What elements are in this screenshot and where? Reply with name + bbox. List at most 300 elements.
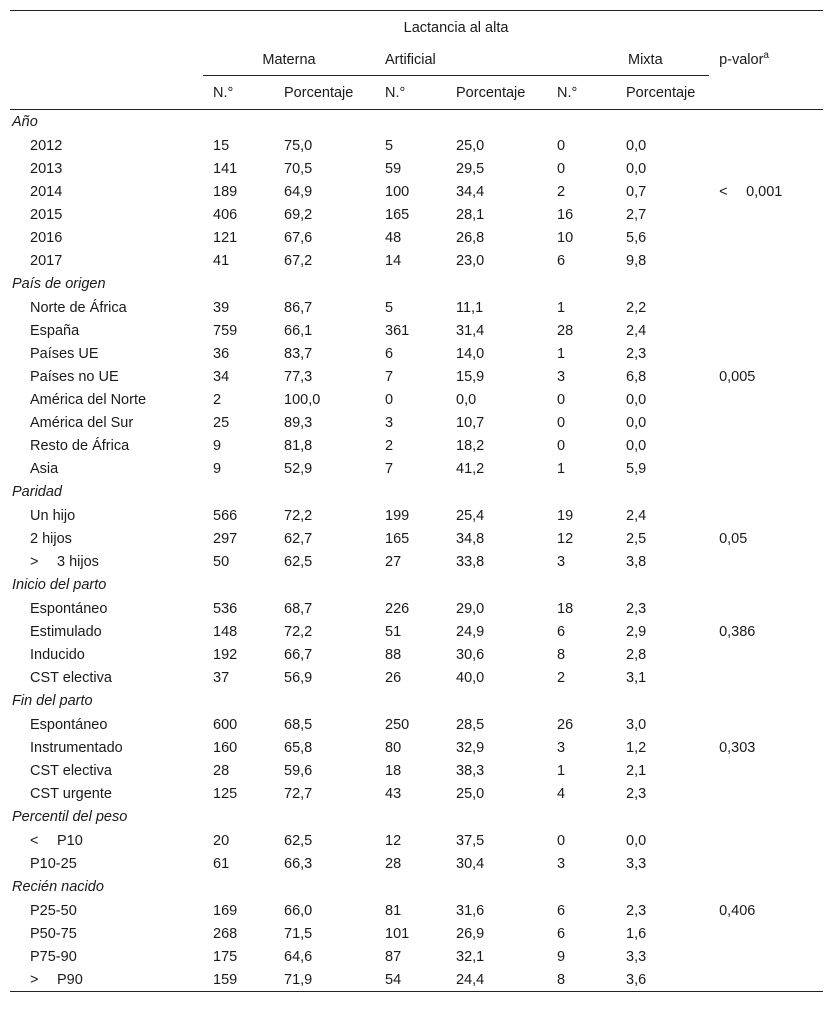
pvalue-label: p-valor	[719, 52, 764, 68]
row-label: CST urgente	[30, 785, 112, 802]
cell-pvalue	[709, 666, 823, 689]
cell-pvalue	[709, 411, 823, 434]
row-label: Un hijo	[30, 507, 76, 524]
cell-mixta-n: 19	[557, 507, 574, 524]
cell-mixta-n: 1	[557, 762, 566, 779]
table-row	[10, 134, 823, 157]
cell-artificial-pct: 23,0	[456, 252, 485, 269]
cell-mixta-n: 2	[557, 183, 566, 200]
cell-artificial-n: 6	[385, 345, 394, 362]
subheader-pct: Porcentaje	[609, 76, 709, 110]
table-row	[10, 922, 823, 945]
table-header	[10, 11, 823, 110]
cell-mixta-pct: 0,0	[626, 137, 647, 154]
row-label: Países UE	[30, 345, 99, 362]
cell-materna-n: 9	[213, 460, 222, 477]
cell-artificial-pct: 25,0	[456, 785, 485, 802]
cell-materna-n: 9	[213, 437, 222, 454]
cell-materna-n: 61	[213, 855, 230, 872]
cell-materna-pct: 72,2	[284, 623, 313, 640]
table-container	[10, 10, 823, 992]
cell-materna-n: 37	[213, 669, 230, 686]
cell-mixta-pct: 2,3	[626, 785, 647, 802]
cell-materna-n: 20	[213, 832, 230, 849]
table-row	[10, 504, 823, 527]
cell-mixta-n: 1	[557, 299, 566, 316]
cell-mixta-n: 0	[557, 160, 566, 177]
cell-pvalue	[709, 157, 823, 180]
pvalue-footnote-mark: a	[763, 50, 769, 62]
column-header-artificial	[375, 44, 547, 76]
cell-mixta-n: 1	[557, 345, 566, 362]
row-label: Espontáneo	[30, 600, 108, 617]
header-corner	[10, 44, 203, 76]
cell-artificial-n: 81	[385, 902, 402, 919]
cell-materna-n: 148	[213, 623, 238, 640]
lactancia-table	[10, 10, 823, 992]
cell-artificial-pct: 34,8	[456, 530, 485, 547]
section-row	[10, 272, 823, 296]
cell-pvalue: < 0,001	[719, 183, 783, 200]
table-row	[10, 643, 823, 666]
table-row	[10, 226, 823, 249]
row-label: 2012	[30, 137, 63, 154]
section-row	[10, 480, 823, 504]
header-spacer	[709, 11, 823, 45]
cell-pvalue	[709, 945, 823, 968]
cell-artificial-pct: 31,6	[456, 902, 485, 919]
cell-materna-n: 566	[213, 507, 238, 524]
cell-pvalue	[709, 134, 823, 157]
table-row	[10, 713, 823, 736]
cell-artificial-pct: 24,9	[456, 623, 485, 640]
cell-mixta-pct: 0,0	[626, 414, 647, 431]
cell-materna-pct: 66,0	[284, 902, 313, 919]
cell-mixta-pct: 2,5	[626, 530, 647, 547]
cell-mixta-pct: 3,6	[609, 968, 709, 992]
cell-materna-n: 297	[213, 530, 238, 547]
cell-mixta-pct: 5,9	[626, 460, 647, 477]
cell-materna-n: 2	[213, 391, 222, 408]
cell-artificial-n: 12	[385, 832, 402, 849]
section-row	[10, 689, 823, 713]
cell-pvalue	[709, 388, 823, 411]
cell-artificial-pct: 28,1	[456, 206, 485, 223]
cell-materna-pct: 64,9	[284, 183, 313, 200]
cell-mixta-pct: 2,4	[626, 322, 647, 339]
column-header-mixta	[547, 44, 709, 76]
cell-mixta-pct: 0,0	[626, 832, 647, 849]
cell-artificial-n: 199	[385, 507, 410, 524]
cell-materna-n: 34	[213, 368, 230, 385]
cell-materna-n: 41	[213, 252, 230, 269]
cell-materna-n: 759	[213, 322, 238, 339]
cell-artificial-n: 101	[385, 925, 410, 942]
cell-artificial-pct: 41,2	[456, 460, 485, 477]
table-row	[10, 203, 823, 226]
cell-materna-pct: 67,2	[284, 252, 313, 269]
row-label: 2016	[30, 229, 63, 246]
cell-materna-pct: 81,8	[284, 437, 313, 454]
cell-mixta-pct: 1,6	[626, 925, 647, 942]
table-body	[10, 110, 823, 992]
cell-artificial-n: 165	[385, 206, 410, 223]
table-row	[10, 620, 823, 643]
cell-materna-pct: 89,3	[284, 414, 313, 431]
cell-mixta-n: 8	[557, 646, 566, 663]
cell-artificial-n: 226	[385, 600, 410, 617]
cell-artificial-n: 100	[385, 183, 410, 200]
cell-materna-n: 15	[213, 137, 230, 154]
cell-pvalue	[709, 643, 823, 666]
table-row	[10, 550, 823, 573]
cell-pvalue	[709, 597, 823, 620]
table-row	[10, 899, 823, 922]
cell-pvalue	[709, 342, 823, 365]
table-row	[10, 296, 823, 319]
table-row	[10, 666, 823, 689]
cell-artificial-n: 27	[385, 553, 402, 570]
cell-artificial-n: 87	[385, 948, 402, 965]
cell-mixta-n: 3	[557, 553, 566, 570]
cell-pvalue: 0,005	[719, 368, 756, 385]
column-label: Materna	[262, 51, 316, 68]
cell-materna-pct: 56,9	[284, 669, 313, 686]
section-label: Recién nacido	[12, 879, 104, 895]
cell-mixta-pct: 0,7	[626, 183, 647, 200]
cell-mixta-pct: 0,0	[626, 391, 647, 408]
section-label: País de origen	[12, 276, 106, 292]
cell-mixta-n: 6	[557, 925, 566, 942]
cell-materna-pct: 52,9	[284, 460, 313, 477]
cell-artificial-n: 28	[385, 855, 402, 872]
cell-artificial-n: 361	[385, 322, 410, 339]
section-label: Año	[12, 114, 38, 130]
row-label: > P90	[10, 968, 203, 992]
cell-mixta-n: 16	[557, 206, 574, 223]
section-label: Percentil del peso	[12, 809, 128, 825]
cell-materna-n: 160	[213, 739, 238, 756]
row-label: Estimulado	[30, 623, 102, 640]
table-row	[10, 829, 823, 852]
section-row	[10, 110, 823, 135]
cell-materna-n: 125	[213, 785, 238, 802]
cell-pvalue	[709, 852, 823, 875]
cell-materna-pct: 65,8	[284, 739, 313, 756]
cell-materna-pct: 67,6	[284, 229, 313, 246]
subheader-n: N.°	[375, 76, 446, 110]
cell-mixta-n: 6	[557, 902, 566, 919]
cell-artificial-n: 2	[385, 437, 394, 454]
cell-materna-n: 36	[213, 345, 230, 362]
cell-materna-pct: 72,2	[284, 507, 313, 524]
row-label: 2014	[30, 183, 63, 200]
cell-pvalue: 0,386	[719, 623, 756, 640]
cell-mixta-pct: 3,1	[626, 669, 647, 686]
cell-artificial-pct: 34,4	[456, 183, 485, 200]
cell-mixta-n: 0	[557, 832, 566, 849]
cell-mixta-pct: 9,8	[626, 252, 647, 269]
row-label: Países no UE	[30, 368, 119, 385]
cell-mixta-n: 0	[557, 137, 566, 154]
table-row	[10, 249, 823, 272]
cell-materna-pct: 64,6	[284, 948, 313, 965]
table-row	[10, 434, 823, 457]
cell-pvalue	[709, 829, 823, 852]
cell-artificial-pct: 10,7	[456, 414, 485, 431]
cell-pvalue	[709, 226, 823, 249]
table-row	[10, 782, 823, 805]
cell-artificial-pct: 38,3	[456, 762, 485, 779]
cell-materna-pct: 62,5	[284, 832, 313, 849]
cell-artificial-pct: 32,1	[456, 948, 485, 965]
row-label: P75-90	[30, 948, 77, 965]
cell-mixta-n: 0	[557, 391, 566, 408]
cell-mixta-n: 6	[557, 252, 566, 269]
cell-mixta-n: 3	[557, 739, 566, 756]
cell-mixta-pct: 6,8	[626, 368, 647, 385]
column-label: Mixta	[628, 51, 663, 68]
cell-materna-n: 159	[203, 968, 274, 992]
cell-mixta-pct: 3,3	[626, 855, 647, 872]
row-label: P10-25	[30, 855, 77, 872]
cell-mixta-n: 9	[557, 948, 566, 965]
subheader-pct: Porcentaje	[446, 76, 547, 110]
cell-artificial-pct: 32,9	[456, 739, 485, 756]
cell-pvalue	[709, 922, 823, 945]
row-label: Inducido	[30, 646, 85, 663]
cell-artificial-n: 3	[385, 414, 394, 431]
row-label: 2 hijos	[30, 530, 72, 547]
cell-artificial-n: 59	[385, 160, 402, 177]
table-row	[10, 180, 823, 203]
cell-materna-n: 141	[213, 160, 238, 177]
row-label: Asia	[30, 460, 59, 477]
cell-materna-pct: 72,7	[284, 785, 313, 802]
cell-mixta-pct: 2,7	[626, 206, 647, 223]
table-row	[10, 852, 823, 875]
cell-mixta-pct: 2,3	[626, 345, 647, 362]
table-row	[10, 945, 823, 968]
row-label: Resto de África	[30, 437, 130, 454]
cell-materna-pct: 77,3	[284, 368, 313, 385]
cell-artificial-n: 43	[385, 785, 402, 802]
cell-artificial-n: 88	[385, 646, 402, 663]
cell-mixta-n: 18	[557, 600, 574, 617]
cell-pvalue	[709, 504, 823, 527]
cell-pvalue: 0,05	[719, 530, 748, 547]
cell-materna-n: 175	[213, 948, 238, 965]
section-label: Paridad	[12, 484, 62, 500]
group-header	[203, 11, 709, 45]
column-header-materna	[203, 44, 375, 76]
cell-artificial-n: 26	[385, 669, 402, 686]
table-row	[10, 968, 823, 992]
cell-mixta-pct: 0,0	[626, 437, 647, 454]
cell-artificial-n: 51	[385, 623, 402, 640]
row-label: P50-75	[30, 925, 77, 942]
cell-mixta-pct: 3,0	[626, 716, 647, 733]
cell-pvalue	[709, 319, 823, 342]
cell-artificial-pct: 37,5	[456, 832, 485, 849]
table-row	[10, 342, 823, 365]
cell-mixta-n: 10	[557, 229, 574, 246]
cell-materna-pct: 59,6	[284, 762, 313, 779]
cell-materna-pct: 75,0	[284, 137, 313, 154]
table-row	[10, 597, 823, 620]
cell-mixta-pct: 2,4	[626, 507, 647, 524]
cell-mixta-pct: 2,9	[626, 623, 647, 640]
cell-pvalue	[709, 759, 823, 782]
header-corner	[10, 76, 203, 110]
cell-mixta-pct: 1,2	[626, 739, 647, 756]
cell-artificial-pct: 14,0	[456, 345, 485, 362]
table-row	[10, 157, 823, 180]
cell-materna-pct: 83,7	[284, 345, 313, 362]
subheader-n: N.°	[203, 76, 274, 110]
cell-materna-n: 268	[213, 925, 238, 942]
cell-artificial-pct: 11,1	[456, 299, 484, 316]
cell-materna-pct: 66,7	[284, 646, 313, 663]
cell-pvalue	[709, 296, 823, 319]
cell-mixta-n: 4	[557, 785, 566, 802]
table-row	[10, 319, 823, 342]
cell-materna-pct: 71,9	[274, 968, 375, 992]
pvalue-header	[709, 44, 823, 110]
section-label: Fin del parto	[12, 693, 93, 709]
cell-artificial-pct: 25,4	[456, 507, 485, 524]
cell-artificial-pct: 25,0	[456, 137, 485, 154]
cell-artificial-pct: 30,6	[456, 646, 485, 663]
table-row	[10, 411, 823, 434]
cell-materna-n: 121	[213, 229, 238, 246]
cell-artificial-n: 80	[385, 739, 402, 756]
cell-pvalue	[709, 457, 823, 480]
cell-mixta-pct: 3,8	[626, 553, 647, 570]
row-label: 2015	[30, 206, 63, 223]
cell-mixta-pct: 5,6	[626, 229, 647, 246]
group-header-label: Lactancia al alta	[403, 19, 509, 36]
section-row	[10, 805, 823, 829]
cell-mixta-pct: 2,3	[626, 600, 647, 617]
cell-artificial-n: 7	[385, 368, 394, 385]
cell-artificial-pct: 24,4	[446, 968, 547, 992]
cell-materna-n: 169	[213, 902, 238, 919]
row-label: > 3 hijos	[30, 553, 99, 570]
cell-artificial-n: 14	[385, 252, 402, 269]
cell-materna-pct: 66,3	[284, 855, 313, 872]
cell-artificial-n: 250	[385, 716, 410, 733]
cell-mixta-n: 6	[557, 623, 566, 640]
table-row	[10, 457, 823, 480]
cell-materna-pct: 62,7	[284, 530, 313, 547]
cell-materna-pct: 71,5	[284, 925, 313, 942]
cell-mixta-pct: 2,2	[626, 299, 647, 316]
cell-materna-pct: 86,7	[284, 299, 313, 316]
cell-pvalue: 0,406	[719, 902, 756, 919]
cell-artificial-pct: 40,0	[456, 669, 485, 686]
row-label: América del Sur	[30, 414, 134, 431]
cell-mixta-n: 8	[547, 968, 609, 992]
cell-artificial-pct: 30,4	[456, 855, 485, 872]
table-row	[10, 736, 823, 759]
cell-artificial-n: 0	[385, 391, 394, 408]
row-label: 2013	[30, 160, 63, 177]
cell-artificial-pct: 15,9	[456, 368, 485, 385]
cell-mixta-n: 28	[557, 322, 574, 339]
cell-mixta-n: 3	[557, 855, 566, 872]
cell-materna-n: 39	[213, 299, 230, 316]
table-row	[10, 527, 823, 550]
cell-mixta-pct: 2,1	[626, 762, 647, 779]
cell-materna-n: 50	[213, 553, 230, 570]
cell-artificial-n: 165	[385, 530, 410, 547]
cell-materna-pct: 62,5	[284, 553, 313, 570]
row-label: CST electiva	[30, 762, 112, 779]
row-label: España	[30, 322, 80, 339]
cell-materna-pct: 100,0	[284, 391, 321, 408]
cell-mixta-n: 2	[557, 669, 566, 686]
cell-pvalue	[709, 203, 823, 226]
section-row	[10, 875, 823, 899]
cell-mixta-n: 1	[557, 460, 566, 477]
column-label: Artificial	[385, 51, 436, 68]
cell-artificial-pct: 29,5	[456, 160, 485, 177]
cell-mixta-n: 0	[557, 414, 566, 431]
cell-pvalue	[709, 249, 823, 272]
row-label: < P10	[30, 832, 83, 849]
row-label: P25-50	[30, 902, 77, 919]
cell-mixta-n: 3	[557, 368, 566, 385]
cell-pvalue: 0,303	[719, 739, 756, 756]
cell-artificial-pct: 18,2	[456, 437, 485, 454]
table-row	[10, 365, 823, 388]
cell-pvalue	[709, 550, 823, 573]
table-row	[10, 759, 823, 782]
cell-mixta-n: 12	[557, 530, 574, 547]
cell-artificial-pct: 26,9	[456, 925, 485, 942]
cell-materna-n: 189	[213, 183, 238, 200]
cell-mixta-pct: 2,3	[626, 902, 647, 919]
cell-artificial-n: 18	[385, 762, 402, 779]
section-label: Inicio del parto	[12, 577, 107, 593]
cell-artificial-pct: 33,8	[456, 553, 485, 570]
cell-materna-pct: 66,1	[284, 322, 313, 339]
row-label: Norte de África	[30, 299, 127, 316]
cell-materna-n: 406	[213, 206, 238, 223]
cell-materna-pct: 69,2	[284, 206, 313, 223]
row-label: Espontáneo	[30, 716, 108, 733]
cell-artificial-n: 48	[385, 229, 402, 246]
row-label: Instrumentado	[30, 739, 123, 756]
cell-artificial-pct: 26,8	[456, 229, 485, 246]
header-corner	[10, 11, 203, 45]
cell-mixta-pct: 0,0	[626, 160, 647, 177]
cell-pvalue	[709, 434, 823, 457]
cell-artificial-n: 5	[385, 137, 394, 154]
section-row	[10, 573, 823, 597]
cell-pvalue	[709, 968, 823, 992]
cell-pvalue	[709, 713, 823, 736]
cell-pvalue	[709, 782, 823, 805]
cell-artificial-pct: 29,0	[456, 600, 485, 617]
cell-mixta-n: 26	[557, 716, 574, 733]
cell-mixta-pct: 3,3	[626, 948, 647, 965]
subheader-n: N.°	[547, 76, 609, 110]
table-row	[10, 388, 823, 411]
cell-materna-n: 28	[213, 762, 230, 779]
cell-artificial-pct: 0,0	[456, 391, 477, 408]
